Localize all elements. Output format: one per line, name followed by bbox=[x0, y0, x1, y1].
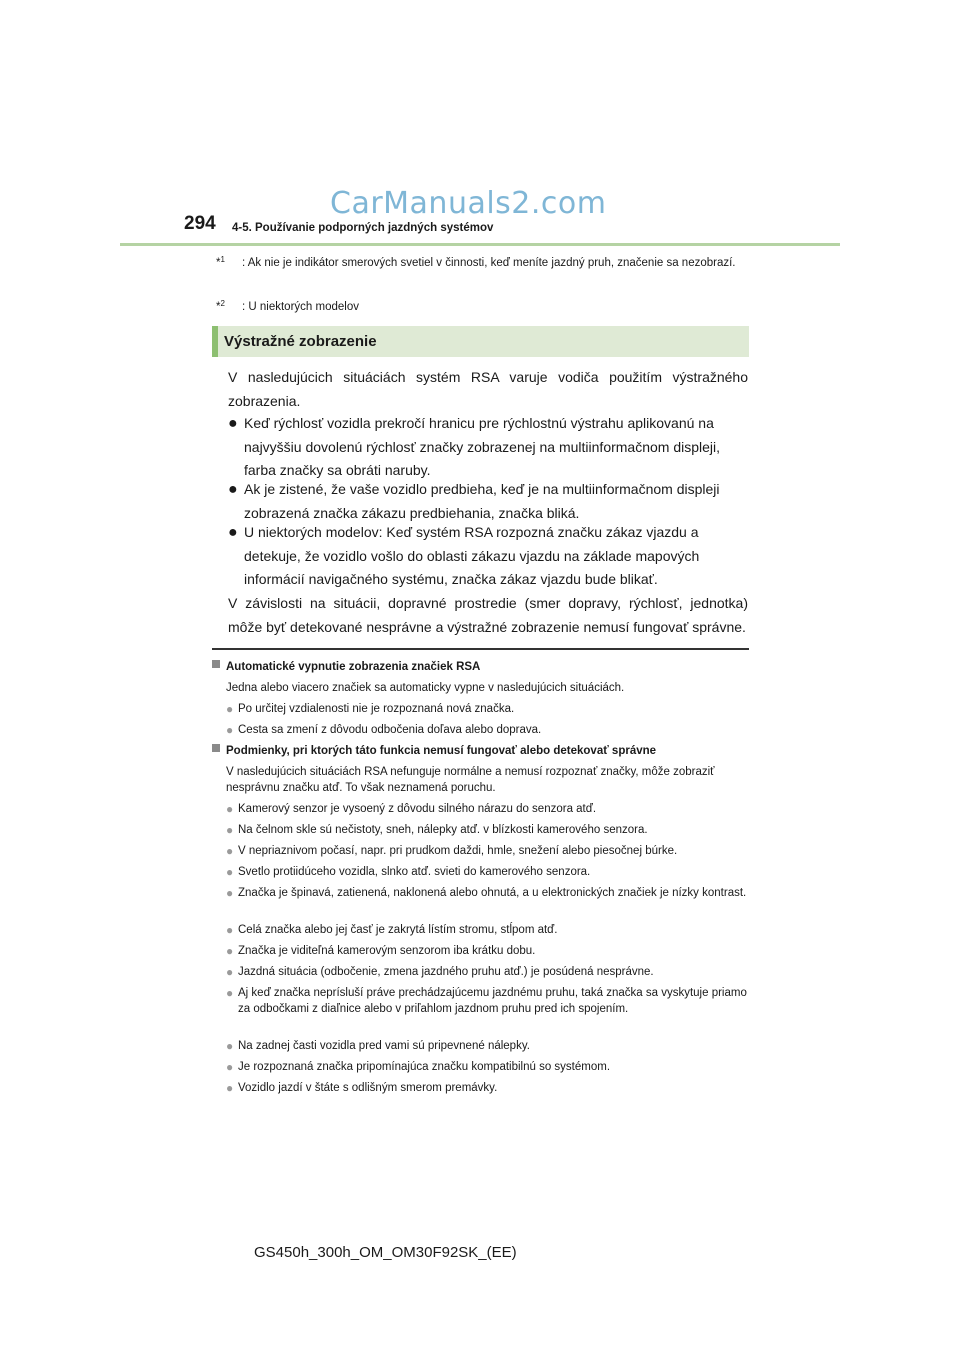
divider bbox=[212, 648, 749, 650]
bullet-icon: ● bbox=[228, 415, 238, 432]
footnote-mark: *$^2$ bbox=[216, 299, 225, 313]
bullet-icon: ● bbox=[226, 986, 234, 1000]
footnote-text: : U niektorých modelov bbox=[242, 301, 359, 313]
list-item: ● Značka je špinavá, zatienená, naklonená alebo ohnutá, a u elektronických značiek je nízky kontrast. bbox=[226, 886, 747, 900]
list-item-text: U niektorých modelov: Keď systém RSA rozpozná značku zákaz vjazdu a detekuje, že vozidlo vošlo do oblasti zákazu vjazdu na základe mapových informácií navigačného systému, značka zákaz vjazdu bude blikať. bbox=[244, 524, 700, 587]
list-item-text: Ak je zistené, že vaše vozidlo predbieha, keď je na multiinformačnom displeji zobrazená značka zákazu predbiehania, značka bliká. bbox=[244, 481, 720, 521]
footnote-text: : Ak nie je indikátor smerových svetiel v činnosti, keď meníte jazdný pruh, značenie sa nezobrazí. bbox=[242, 257, 736, 269]
bullet-icon: ● bbox=[226, 944, 234, 958]
subsection-heading: Podmienky, pri ktorých táto funkcia nemusí fungovať alebo detekovať správne bbox=[212, 743, 752, 759]
bullet-icon: ● bbox=[228, 524, 238, 541]
warning-intro: V nasledujúcich situáciách systém RSA varuje vodiča použitím výstražného zobrazenia. bbox=[228, 369, 748, 409]
bullet-icon: ● bbox=[226, 823, 234, 837]
conditions-intro: V nasledujúcich situáciách RSA nefunguje normálne a nemusí rozpoznať značky, môže zobraziť nesprávnu značku atď. To však neznamená poruchu. bbox=[226, 766, 715, 794]
watermark: CarManuals2.com bbox=[330, 186, 607, 221]
list-item bbox=[228, 521, 748, 592]
list-item: ● Jazdná situácia (odbočenie, zmena jazdného pruhu atď.) je posúdená nesprávne. bbox=[226, 965, 654, 979]
list-item bbox=[228, 412, 748, 483]
list-item-text: Keď rýchlosť vozidla prekročí hranicu pre rýchlostnú výstrahu aplikovanú na najvyššiu dovolenú rýchlosť značky zobrazenej na multiinformačnom displeji, farba značky sa obráti naruby. bbox=[244, 415, 721, 478]
list-item: ● Po určitej vzdialenosti nie je rozpoznaná nová značka. bbox=[226, 702, 515, 716]
list-item: ● Kamerový senzor je vysoený z dôvodu silného nárazu do senzora atď. bbox=[226, 802, 597, 816]
subsection-heading: Automatické vypnutie zobrazenia značiek RSA bbox=[212, 659, 752, 675]
bullet-icon: ● bbox=[226, 702, 234, 716]
list-item: ● Celá značka alebo jej časť je zakrytá lístím stromu, stĺpom atď. bbox=[226, 923, 558, 937]
bullet-icon: ● bbox=[226, 844, 234, 858]
bullet-icon: ● bbox=[226, 802, 234, 816]
footnote-2 bbox=[216, 298, 756, 316]
bullet-icon: ● bbox=[226, 1060, 234, 1074]
list-item: ● Na čelnom skle sú nečistoty, sneh, nálepky atď. v blízkosti kamerového senzora. bbox=[226, 823, 648, 837]
list-item: ● Vozidlo jazdí v štáte s odlišným smerom premávky. bbox=[226, 1081, 498, 1095]
list-item: ● Je rozpoznaná značka pripomínajúca značku kompatibilnú so systémom. bbox=[226, 1060, 611, 1074]
list-item: ● V nepriaznivom počasí, napr. pri prudkom daždi, hmle, snežení alebo piesočnej búrke. bbox=[226, 844, 678, 858]
bullet-icon: ● bbox=[226, 1081, 234, 1095]
bullet-icon: ● bbox=[228, 481, 238, 498]
document-code: GS450h_300h_OM_OM30F92SK_(EE) bbox=[254, 1244, 517, 1261]
list-item: ● Cesta sa zmení z dôvodu odbočenia doľava alebo doprava. bbox=[226, 723, 542, 737]
warning-closing: V závislosti na situácii, dopravné prostredie (smer dopravy, rýchlosť, jednotka) môže byť detekované nesprávne a výstražné zobrazenie nemusí fungovať správne. bbox=[228, 595, 748, 635]
header-rule bbox=[120, 243, 840, 246]
list-item bbox=[228, 478, 748, 525]
bullet-icon: ● bbox=[226, 923, 234, 937]
page-number: 294 bbox=[184, 213, 216, 234]
auto-off-intro: Jedna alebo viacero značiek sa automaticky vypne v nasledujúcich situáciách. bbox=[226, 682, 625, 694]
square-bullet-icon bbox=[212, 660, 220, 668]
list-item: ● Značka je viditeľná kamerovým senzorom iba krátku dobu. bbox=[226, 944, 536, 958]
section-title: 4-5. Používanie podporných jazdných systémov bbox=[232, 222, 494, 234]
list-item: ● Svetlo protiidúceho vozidla, slnko atď. svieti do kamerového senzora. bbox=[226, 865, 591, 879]
bullet-icon: ● bbox=[226, 965, 234, 979]
bullet-icon: ● bbox=[226, 886, 234, 900]
footnote-mark: *$^1$ bbox=[216, 255, 225, 269]
bullet-icon: ● bbox=[226, 1039, 234, 1053]
footnote-1 bbox=[216, 254, 756, 272]
list-item: ● Na zadnej časti vozidla pred vami sú pripevnené nálepky. bbox=[226, 1039, 530, 1053]
section-heading: Výstražné zobrazenie bbox=[224, 333, 377, 350]
bullet-icon: ● bbox=[226, 723, 234, 737]
square-bullet-icon bbox=[212, 744, 220, 752]
list-item: ● Aj keď značka neprísluší práve prechádzajúcemu jazdnému pruhu, taká značka sa vyskytuje priamo za odbočkami z diaľnice alebo v priľahlom jazdnom pruhu pred ich spojením. bbox=[226, 986, 747, 1015]
bullet-icon: ● bbox=[226, 865, 234, 879]
